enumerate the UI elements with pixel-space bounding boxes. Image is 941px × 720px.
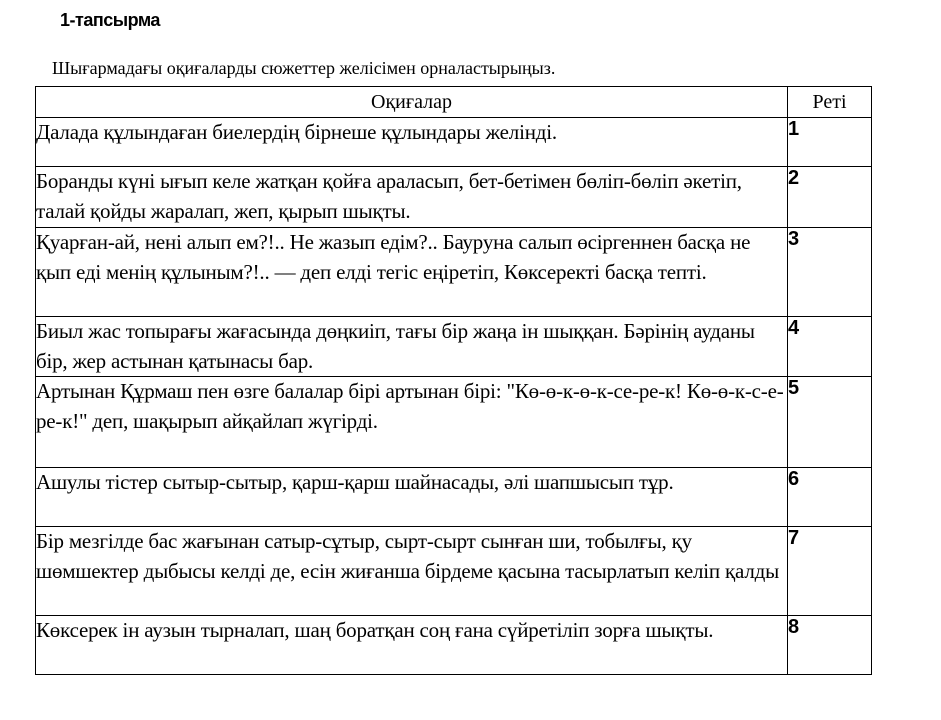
table-row: [36, 118, 872, 167]
order-number: 8: [788, 616, 872, 675]
table-row: [36, 468, 872, 527]
table-row: [36, 228, 872, 317]
order-number: 1: [788, 118, 872, 167]
table-row: [36, 527, 872, 616]
order-number: 2: [788, 167, 872, 228]
event-text: Көксерек ін аузын тырналап, шаң боратқан соң ғана сүйретіліп зорға шықты.: [36, 616, 788, 675]
table-row: [36, 377, 872, 468]
order-number: 3: [788, 228, 872, 317]
event-text: Ашулы тістер сытыр-сытыр, қарш-қарш шайнасады, әлі шапшысып тұр.: [36, 468, 788, 527]
event-text: Қуарған-ай, нені алып ем?!.. Не жазып едім?.. Бауруна салып өсіргеннен басқа не қып еді менің құлыным?!.. — деп елді тегіс еңіретіп, Көксеректі басқа тепті.: [36, 228, 788, 317]
events-table: [35, 86, 872, 675]
event-text: Бір мезгілде бас жағынан сатыр-сұтыр, сырт-сырт сынған ши, тобылғы, қу шөмшектер дыбысы келді де, есін жиғанша бірдеме қасына тасырлатып келіп қалды: [36, 527, 788, 616]
order-number: 6: [788, 468, 872, 527]
event-text: Далада құлындаған биелердің бірнеше құлындары желінді.: [36, 118, 788, 167]
table-row: [36, 317, 872, 377]
table-row: [36, 167, 872, 228]
header-events: Оқиғалар: [36, 87, 788, 118]
event-text: Артынан Құрмаш пен өзге балалар бірі артынан бірі: "Кө-ө-к-ө-к-се-ре-к! Кө-ө-к-с-е-ре-к!" деп, шақырып айқайлап жүгірді.: [36, 377, 788, 468]
event-text: Боранды күні ығып келе жатқан қойға араласып, бет-бетімен бөліп-бөліп әкетіп, талай қойды жаралап, жеп, қырып шықты.: [36, 167, 788, 228]
order-number: 5: [788, 377, 872, 468]
task-instruction: Шығармадағы оқиғаларды сюжеттер желісімен орналастырыңыз.: [52, 58, 556, 78]
order-number: 4: [788, 317, 872, 377]
header-order: Реті: [788, 87, 872, 118]
table-row: [36, 616, 872, 675]
task-title: 1-тапсырма: [60, 10, 160, 30]
event-text: Биыл жас топырағы жағасында дөңкиіп, тағы бір жаңа ін шыққан. Бәрінің ауданы бір, жер астынан қатынасы бар.: [36, 317, 788, 377]
order-number: 7: [788, 527, 872, 616]
table-header-row: [36, 87, 872, 118]
